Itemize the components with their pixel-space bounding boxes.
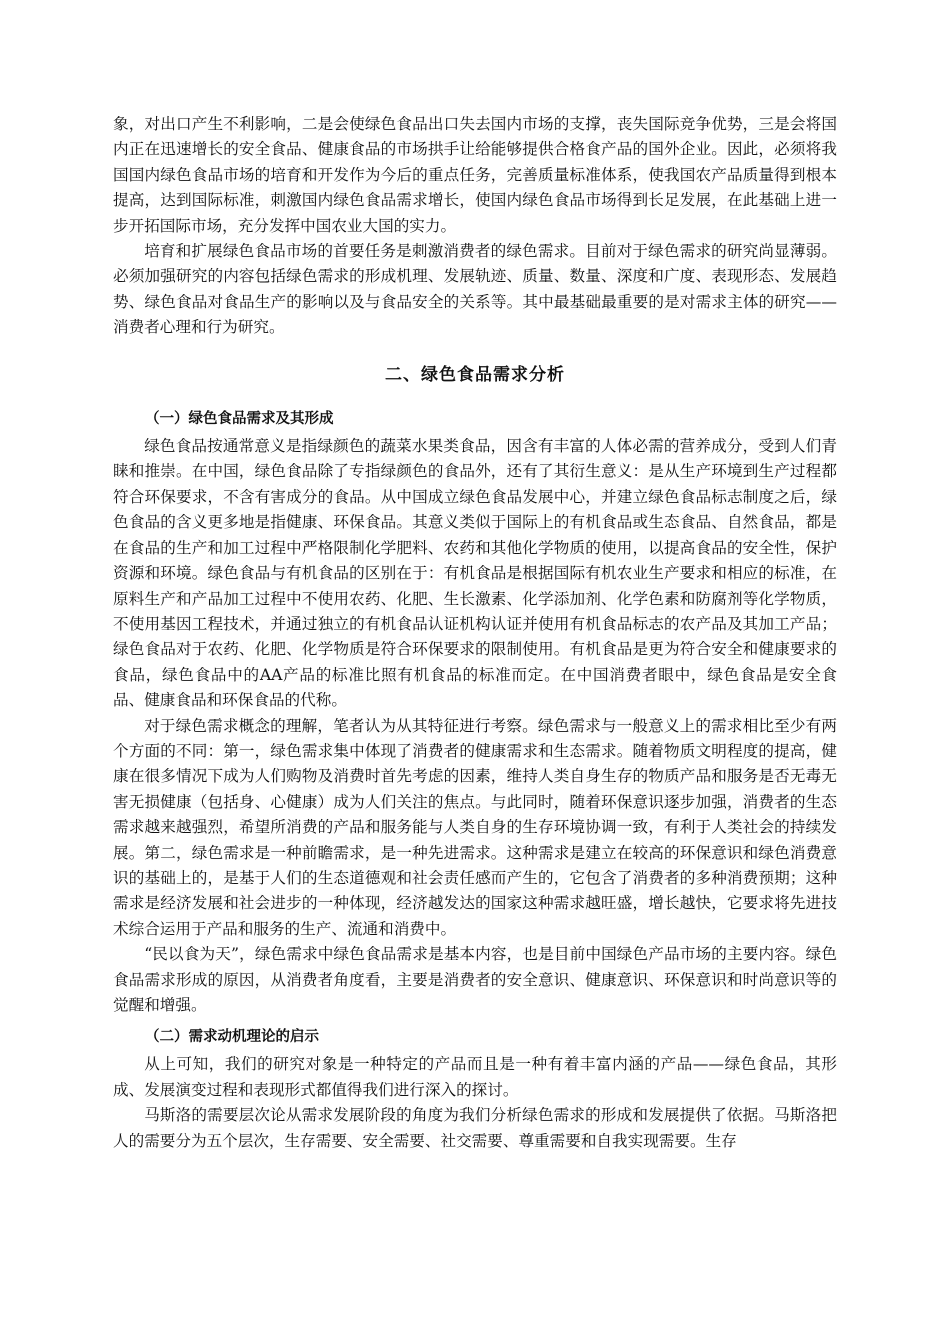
paragraph-2: 培育和扩展绿色食品市场的首要任务是刺激消费者的绿色需求。目前对于绿色需求的研究尚显薄弱。必须加强研究的内容包括绿色需求的形成机理、发展轨迹、质量、数量、深度和广度、表现形态、发展趋势、绿色食品对食品生产的影响以及与食品安全的关系等。其中最基础最重要的是对需求主体的研究——消费者心理和行为研究。 (113, 242, 837, 337)
paragraph-4: 对于绿色需求概念的理解，笔者认为从其特征进行考察。绿色需求与一般意义上的需求相比至少有两个方面的不同：第一，绿色需求集中体现了消费者的健康需求和生态需求。随着物质文明程度的提高，健康在很多情况下成为人们购物及消费时首先考虑的因素，维持人类自身生存的物质产品和服务是否无毒无害无损健康（包括身、心健康）成为人们关注的焦点。与此同时，随着环保意识逐步加强，消费者的生态需求越来越强烈，希望所消费的产品和服务能与人类自身的生存环境协调一致，有利于人类社会的持续发展。第二，绿色需求是一种前瞻需求，是一种先进需求。这种需求是建立在较高的环保意识和绿色消费意识的基础上的，是基于人们的生态道德观和社会责任感而产生的，它包含了消费者的多种消费预期；这种需求是经济发展和社会进步的一种体现，经济越发达的国家这种需求越旺盛，增长越快，它要求将先进技术综合运用于产品和服务的生产、流通和消费中。 (113, 716, 837, 938)
paragraph-6: 从上可知，我们的研究对象是一种特定的产品而且是一种有着丰富内涵的产品——绿色食品，其形成、发展演变过程和表现形式都值得我们进行深入的探讨。 (113, 1055, 837, 1099)
paragraph-5: “民以食为天”，绿色需求中绿色食品需求是基本内容，也是目前中国绿色产品市场的主要内容。绿色食品需求形成的原因，从消费者角度看，主要是消费者的安全意识、健康意识、环保意识和时尚意识等的觉醒和增强。 (113, 945, 837, 1014)
subsection-heading-2: （二）需求动机理论的启示 (145, 1029, 319, 1046)
document-page (113, 112, 837, 1154)
paragraph-1: 象，对出口产生不利影响，二是会使绿色食品出口失去国内市场的支撑，丧失国际竞争优势，三是会将国内正在迅速增长的安全食品、健康食品的市场拱手让给能够提供合格食产品的国外企业。因此，必须将我国国内绿色食品市场的培育和开发作为今后的重点任务，完善质量标准体系，使我国农产品质量得到根本提高，达到国际标准，刺激国内绿色食品需求增长，使国内绿色食品市场得到长足发展，在此基础上进一步开拓国际市场，充分发挥中国农业大国的实力。 (113, 115, 837, 235)
paragraph-3: 绿色食品按通常意义是指绿颜色的蔬菜水果类食品，因含有丰富的人体必需的营养成分，受到人们青睐和推崇。在中国，绿色食品除了专指绿颜色的食品外，还有了其衍生意义：是从生产环境到生产过程都符合环保要求，不含有害成分的食品。从中国成立绿色食品发展中心，并建立绿色食品标志制度之后，绿色食品的含义更多地是指健康、环保食品。其意义类似于国际上的有机食品或生态食品、自然食品，都是在食品的生产和加工过程中严格限制化学肥料、农药和其他化学物质的使用，以提高食品的安全性，保护资源和环境。绿色食品与有机食品的区别在于：有机食品是根据国际有机农业生产要求和相应的标准，在原料生产和产品加工过程中不使用农药、化肥、生长激素、化学添加剂、化学色素和防腐剂等化学物质，不使用基因工程技术，并通过独立的有机食品认证机构认证并使用有机食品标志的农产品及其加工产品；绿色食品对于农药、化肥、化学物质是符合环保要求的限制使用。有机食品是更为符合安全和健康要求的食品，绿色食品中的AA产品的标准比照有机食品的标准而定。在中国消费者眼中，绿色食品是安全食品、健康食品和环保食品的代称。 (113, 437, 837, 710)
section-heading: 二、绿色食品需求分析 (385, 364, 565, 385)
paragraph-7: 马斯洛的需要层次论从需求发展阶段的角度为我们分析绿色需求的形成和发展提供了依据。马斯洛把人的需要分为五个层次，生存需要、安全需要、社交需要、尊重需要和自我实现需要。生存 (113, 1106, 837, 1150)
subsection-heading-1: （一）绿色食品需求及其形成 (145, 411, 334, 428)
